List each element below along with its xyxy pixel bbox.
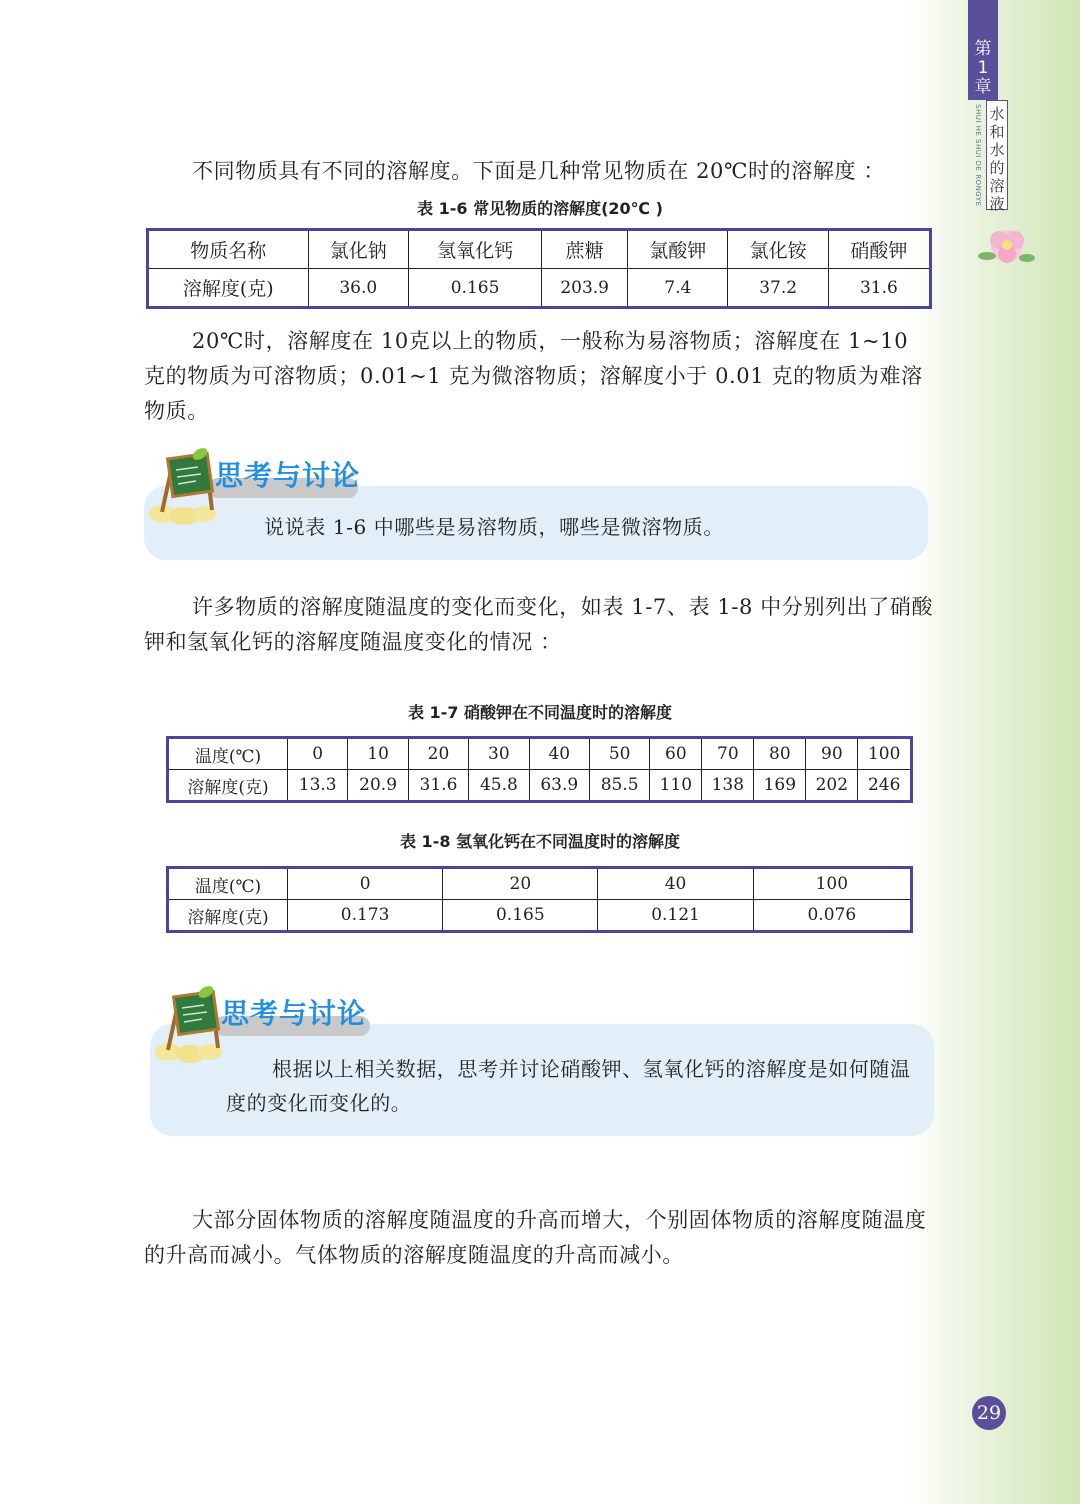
title-char: 水	[989, 141, 1005, 159]
table-cell: 138	[702, 770, 754, 802]
title-char: 和	[989, 123, 1005, 141]
table-cell: 物质名称	[148, 230, 309, 269]
table-cell: 0	[288, 868, 443, 900]
table-1-6	[146, 228, 932, 309]
discussion-title-2: 思考与讨论	[221, 997, 367, 1030]
table-cell: 0.121	[598, 900, 753, 932]
table-cell: 80	[754, 738, 806, 770]
table-cell: 60	[650, 738, 702, 770]
table-cell: 氯化铵	[728, 230, 828, 269]
table-cell: 36.0	[308, 269, 408, 308]
title-char: 的	[989, 159, 1005, 177]
table-row	[168, 770, 912, 802]
discussion-title-1: 思考与讨论	[215, 459, 361, 492]
table-cell: 20.9	[348, 770, 408, 802]
table-row	[148, 230, 931, 269]
page-number: 29	[972, 1396, 1006, 1430]
table-cell: 90	[806, 738, 858, 770]
chalkboard-icon	[146, 446, 220, 526]
table-cell: 20	[408, 738, 468, 770]
table-cell: 100	[753, 868, 911, 900]
table-cell: 50	[589, 738, 649, 770]
table-cell: 10	[348, 738, 408, 770]
table-cell: 30	[469, 738, 529, 770]
table-cell: 202	[806, 770, 858, 802]
table-1-8	[166, 866, 913, 933]
title-char: 溶	[989, 177, 1005, 195]
title-char: 液	[989, 195, 1005, 213]
chapter-tab	[968, 0, 998, 100]
table-row	[168, 900, 912, 932]
table-cell: 氢氧化钙	[408, 230, 541, 269]
discussion-text-2: 根据以上相关数据，思考并讨论硝酸钾、氢氧化钙的溶解度是如何随温度的变化而变化的。	[226, 1057, 911, 1115]
chapter-title	[986, 100, 1008, 213]
table-cell: 85.5	[589, 770, 649, 802]
table-cell: 氯化钠	[308, 230, 408, 269]
table-cell: 温度(℃)	[168, 868, 288, 900]
table-cell: 246	[858, 770, 912, 802]
paragraph-solubility-classes: 20℃时，溶解度在 10克以上的物质，一般称为易溶物质；溶解度在 1~10 克的物质为可溶物质；0.01~1 克为微溶物质；溶解度小于 0.01 克的物质为难溶物质。	[144, 329, 923, 423]
table-cell: 31.6	[828, 269, 930, 308]
table-cell: 蔗糖	[542, 230, 628, 269]
table-cell: 0.076	[753, 900, 911, 932]
table-cell: 70	[702, 738, 754, 770]
table-cell: 硝酸钾	[828, 230, 930, 269]
table-cell: 45.8	[469, 770, 529, 802]
title-char: 水	[989, 105, 1005, 123]
paragraph-intro: 不同物质具有不同的溶解度。下面是几种常见物质在 20℃时的溶解度 ：	[192, 159, 885, 183]
table-cell: 40	[529, 738, 589, 770]
table-cell: 0.165	[443, 900, 598, 932]
chapter-char: 章	[974, 77, 992, 97]
table-cell: 0.165	[408, 269, 541, 308]
table6-caption: 表 1-6 常见物质的溶解度(20℃ )	[417, 199, 663, 218]
chalkboard-icon	[152, 984, 226, 1064]
table-cell: 110	[650, 770, 702, 802]
table-cell: 0.173	[288, 900, 443, 932]
table-cell: 13.3	[288, 770, 348, 802]
paragraph-summary: 大部分固体物质的溶解度随温度的升高而增大，个别固体物质的溶解度随温度的升高而减小。气体物质的溶解度随温度的升高而减小。	[144, 1208, 927, 1267]
table-row	[168, 738, 912, 770]
table7-caption: 表 1-7 硝酸钾在不同温度时的溶解度	[407, 703, 673, 722]
table-cell: 100	[858, 738, 912, 770]
table-cell: 63.9	[529, 770, 589, 802]
table-cell: 溶解度(克)	[148, 269, 309, 308]
table-cell: 氯酸钾	[628, 230, 728, 269]
table8-caption: 表 1-8 氢氧化钙在不同温度时的溶解度	[399, 832, 681, 851]
paragraph-temperature: 许多物质的溶解度随温度的变化而变化，如表 1-7、表 1-8 中分别列出了硝酸钾和氢氧化钙的溶解度随温度变化的情况 ：	[144, 595, 934, 654]
table-cell: 40	[598, 868, 753, 900]
table-cell: 31.6	[408, 770, 468, 802]
table-cell: 温度(℃)	[168, 738, 288, 770]
table-1-7	[166, 736, 913, 803]
table-cell: 溶解度(克)	[168, 900, 288, 932]
table-cell: 7.4	[628, 269, 728, 308]
table-cell: 20	[443, 868, 598, 900]
table-cell: 37.2	[728, 269, 828, 308]
table-cell: 溶解度(克)	[168, 770, 288, 802]
chapter-pinyin: SHUI HE SHUI DE RONGYE	[974, 104, 982, 207]
table-cell: 169	[754, 770, 806, 802]
discussion-text-1: 说说表 1-6 中哪些是易溶物质，哪些是微溶物质。	[264, 515, 724, 539]
table-cell: 203.9	[542, 269, 628, 308]
table-row	[148, 269, 931, 308]
chapter-char: 第	[974, 39, 992, 59]
chapter-char: 1	[977, 58, 989, 78]
table-row	[168, 868, 912, 900]
flower-icon	[975, 222, 1035, 272]
table-cell: 0	[288, 738, 348, 770]
